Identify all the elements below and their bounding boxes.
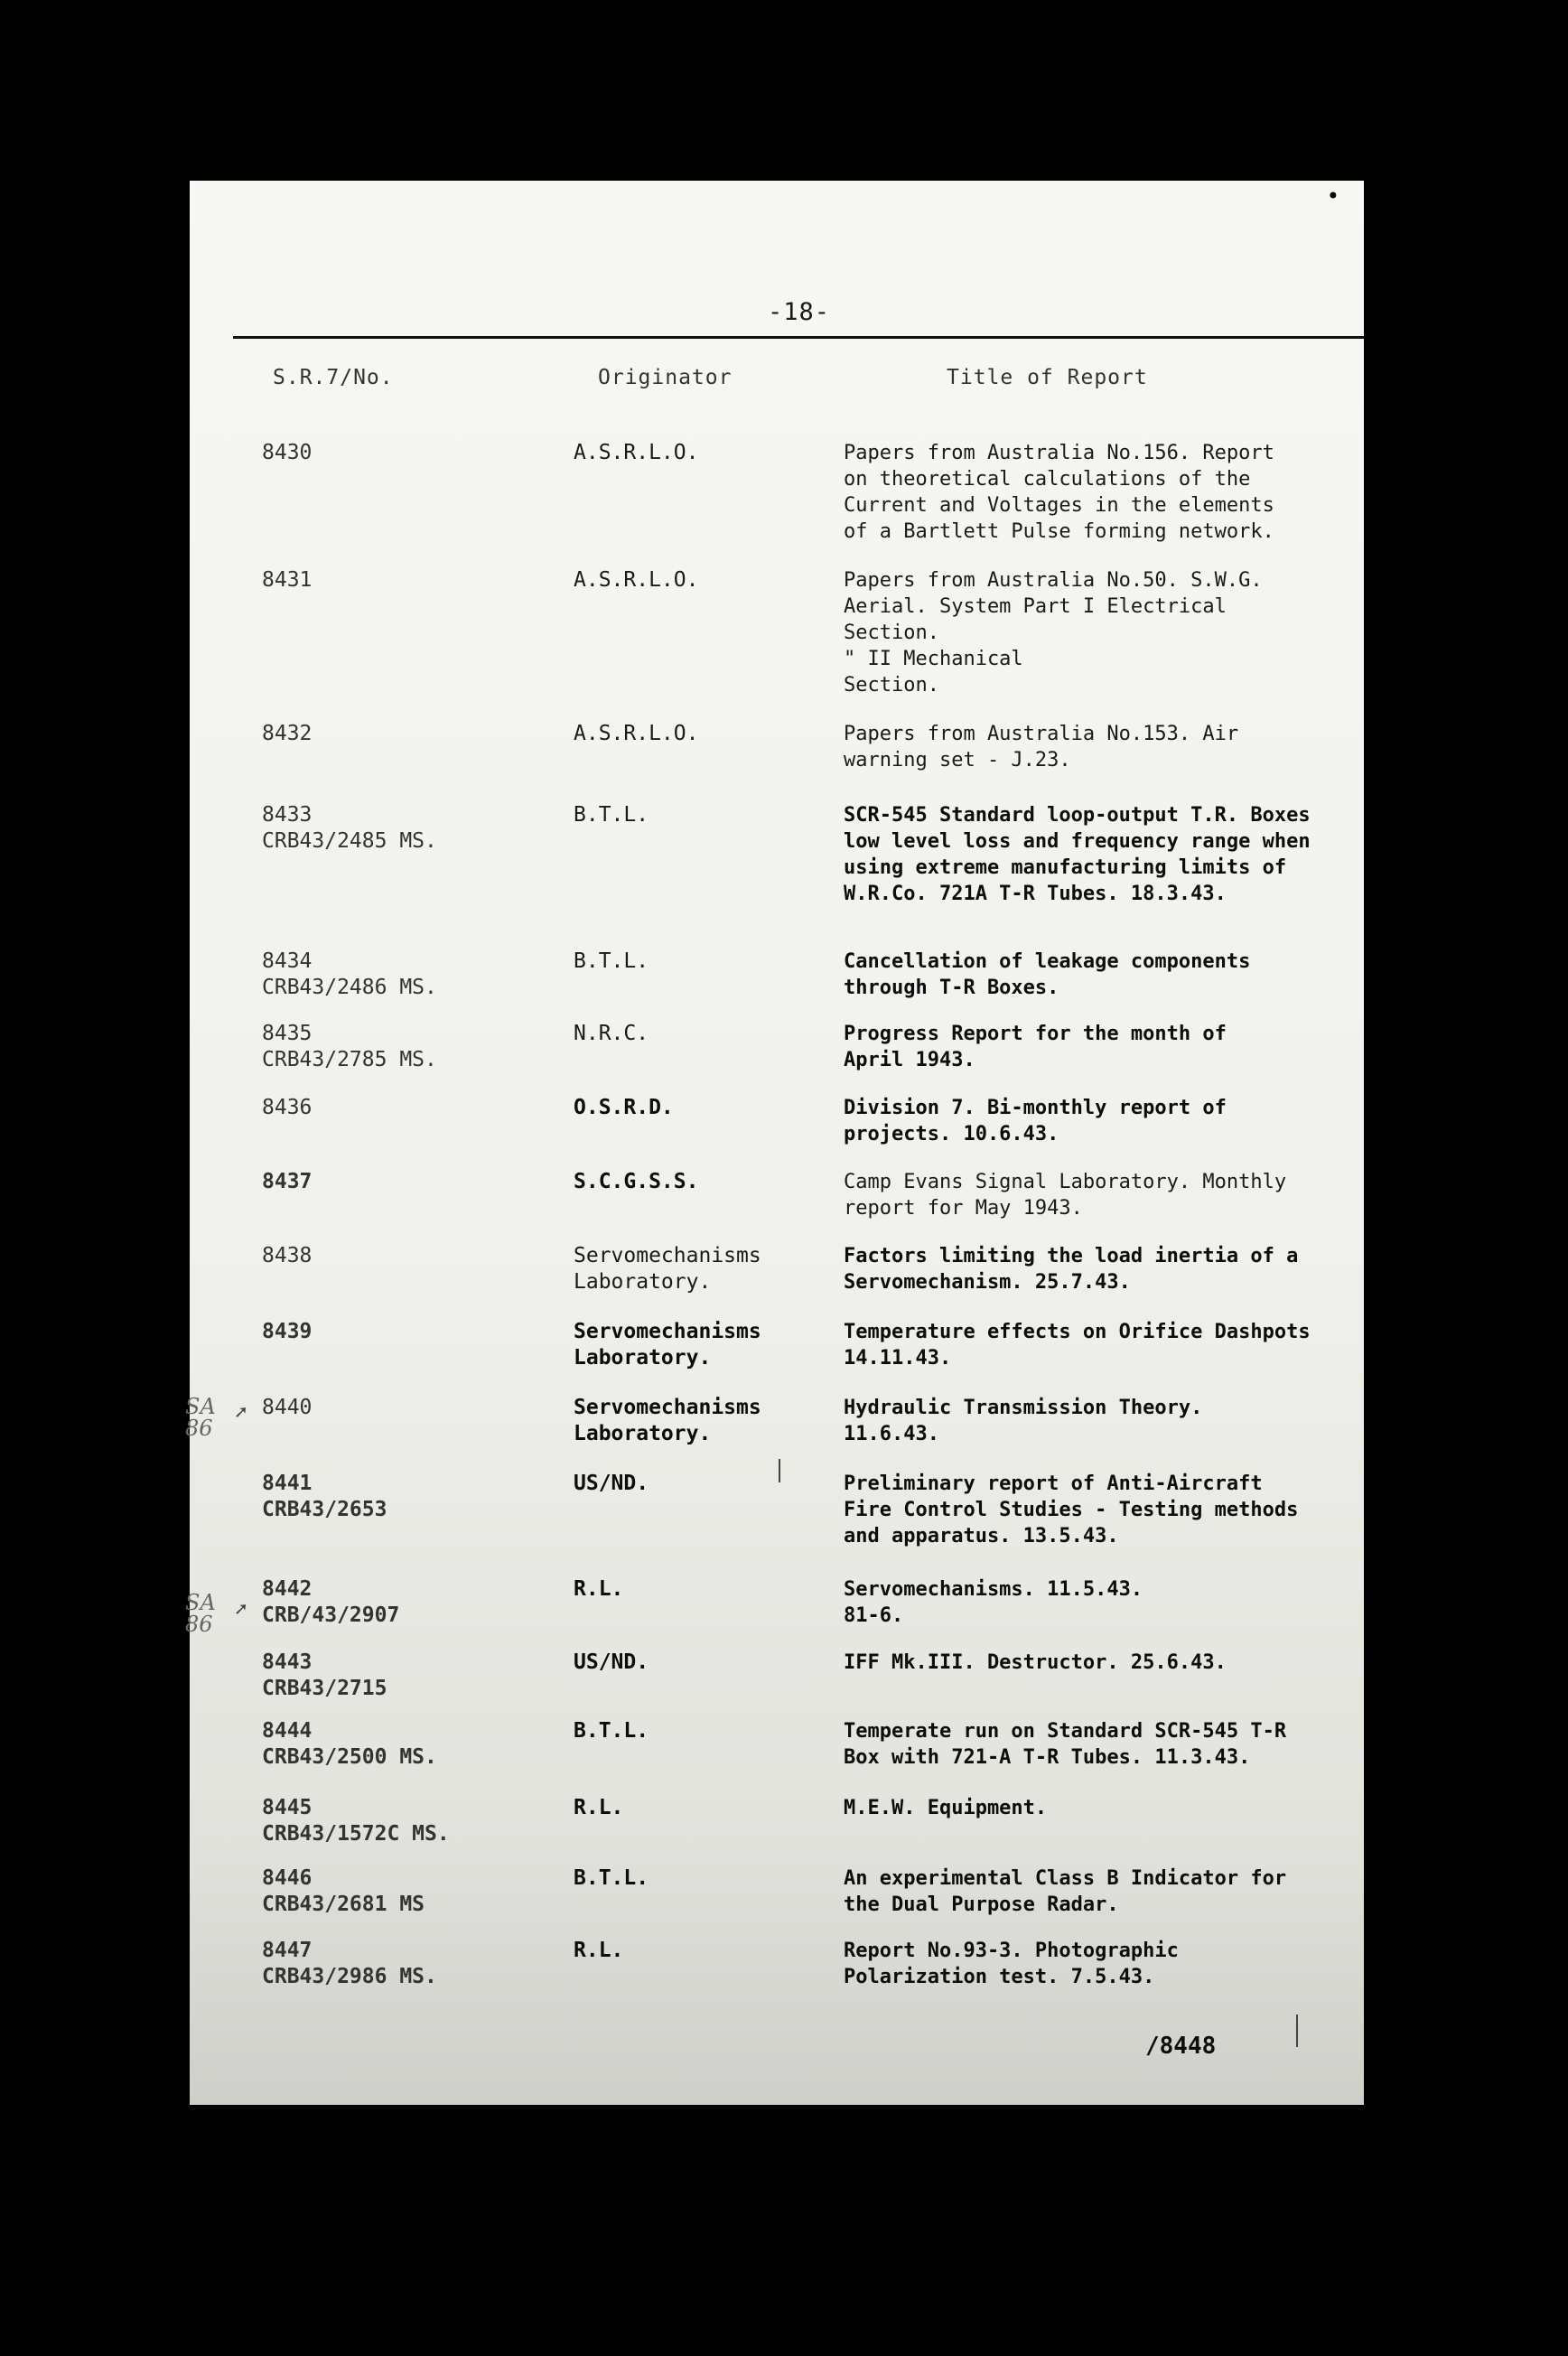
ink-mark [1296, 2015, 1298, 2047]
report-number: 8445 CRB43/1572C MS. [262, 1796, 450, 1846]
report-originator: A.S.R.L.O. [574, 722, 699, 745]
report-title: Cancellation of leakage components through T-R Boxes. [844, 950, 1251, 999]
report-originator: US/ND. [574, 1472, 649, 1495]
report-number: 8439 [262, 1320, 313, 1343]
report-originator: R.L. [574, 1796, 624, 1819]
punch-marks: • • • [1326, 183, 1382, 230]
handwritten-margin-note: SA 86 [185, 1394, 216, 1441]
continuation-reference: /8448 [1145, 2033, 1217, 2060]
report-originator: Servomechanisms Laboratory. [574, 1320, 761, 1370]
report-number: 8442 CRB/43/2907 [262, 1577, 400, 1627]
report-title: Papers from Australia No.153. Air warning set - J.23. [844, 723, 1239, 771]
report-title: Factors limiting the load inertia of a Servomechanism. 25.7.43. [844, 1245, 1299, 1294]
report-originator: S.C.G.S.S. [574, 1170, 699, 1193]
report-title: Report No.93-3. Photographic Polarization test. 7.5.43. [844, 1940, 1179, 1988]
report-originator: B.T.L. [574, 803, 649, 827]
report-title: Division 7. Bi-monthly report of projects. 10.6.43. [844, 1097, 1227, 1145]
report-title: SCR-545 Standard loop-output T.R. Boxes low level loss and frequency range when using extreme manufacturing limits of W.R.Co. 721A T-R Tubes. 18.3.43. [844, 804, 1311, 905]
page-number: -18- [768, 298, 831, 326]
report-originator: N.R.C. [574, 1022, 649, 1045]
report-number: 8435 CRB43/2785 MS. [262, 1022, 437, 1071]
report-number: 8436 [262, 1096, 313, 1119]
handwritten-margin-note: SA 86 [185, 1590, 216, 1637]
column-header-number: S.R.7/No. [273, 366, 394, 389]
report-title: Progress Report for the month of April 1943. [844, 1023, 1227, 1071]
report-number: 8440 [262, 1396, 313, 1419]
report-originator: Servomechanisms Laboratory. [574, 1396, 761, 1445]
column-header-title: Title of Report [947, 366, 1148, 389]
report-originator: B.T.L. [574, 1866, 649, 1890]
report-originator: A.S.R.L.O. [574, 568, 699, 592]
report-title: Papers from Australia No.156. Report on theoretical calculations of the Current and Voltages in the elements of a Bartlett Pulse forming network. [844, 442, 1274, 543]
report-originator: B.T.L. [574, 1719, 649, 1743]
report-originator: R.L. [574, 1577, 624, 1601]
report-title: M.E.W. Equipment. [844, 1797, 1048, 1819]
margin-arrow-icon: ➚ [235, 1402, 247, 1425]
report-originator: B.T.L. [574, 949, 649, 973]
report-originator: A.S.R.L.O. [574, 441, 699, 464]
report-number: 8441 CRB43/2653 [262, 1472, 387, 1521]
report-title: Papers from Australia No.50. S.W.G. Aerial. System Part I Electrical Section. " II Mechanical Section. [844, 569, 1263, 697]
report-title: Temperate run on Standard SCR-545 T-R Box with 721-A T-R Tubes. 11.3.43. [844, 1720, 1287, 1769]
report-number: 8430 [262, 441, 313, 464]
column-header-originator: Originator [598, 366, 733, 389]
report-title: Temperature effects on Orifice Dashpots 14.11.43. [844, 1321, 1311, 1370]
report-number: 8438 [262, 1244, 313, 1267]
report-originator: O.S.R.D. [574, 1096, 674, 1119]
ink-mark [779, 1459, 780, 1482]
report-title: Servomechanisms. 11.5.43. 81-6. [844, 1578, 1143, 1627]
document-page [185, 181, 1382, 2105]
margin-arrow-icon: ➚ [235, 1599, 247, 1622]
report-number: 8434 CRB43/2486 MS. [262, 949, 437, 999]
report-title: IFF Mk.III. Destructor. 25.6.43. [844, 1651, 1227, 1674]
report-originator: Servomechanisms Laboratory. [574, 1244, 761, 1294]
report-number: 8443 CRB43/2715 [262, 1650, 387, 1700]
report-number: 8433 CRB43/2485 MS. [262, 803, 437, 853]
report-originator: R.L. [574, 1939, 624, 1962]
header-rule [233, 336, 1364, 339]
report-originator: US/ND. [574, 1650, 649, 1674]
report-number: 8444 CRB43/2500 MS. [262, 1719, 437, 1769]
report-number: 8446 CRB43/2681 MS [262, 1866, 425, 1916]
report-title: Preliminary report of Anti-Aircraft Fire Control Studies - Testing methods and apparatus. 13.5.43. [844, 1472, 1299, 1547]
report-number: 8447 CRB43/2986 MS. [262, 1939, 437, 1988]
report-number: 8437 [262, 1170, 313, 1193]
report-title: Camp Evans Signal Laboratory. Monthly report for May 1943. [844, 1171, 1287, 1220]
report-title: An experimental Class B Indicator for the Dual Purpose Radar. [844, 1867, 1287, 1916]
punch-hole [1365, 269, 1395, 305]
report-number: 8432 [262, 722, 313, 745]
report-title: Hydraulic Transmission Theory. 11.6.43. [844, 1397, 1203, 1445]
report-number: 8431 [262, 568, 313, 592]
